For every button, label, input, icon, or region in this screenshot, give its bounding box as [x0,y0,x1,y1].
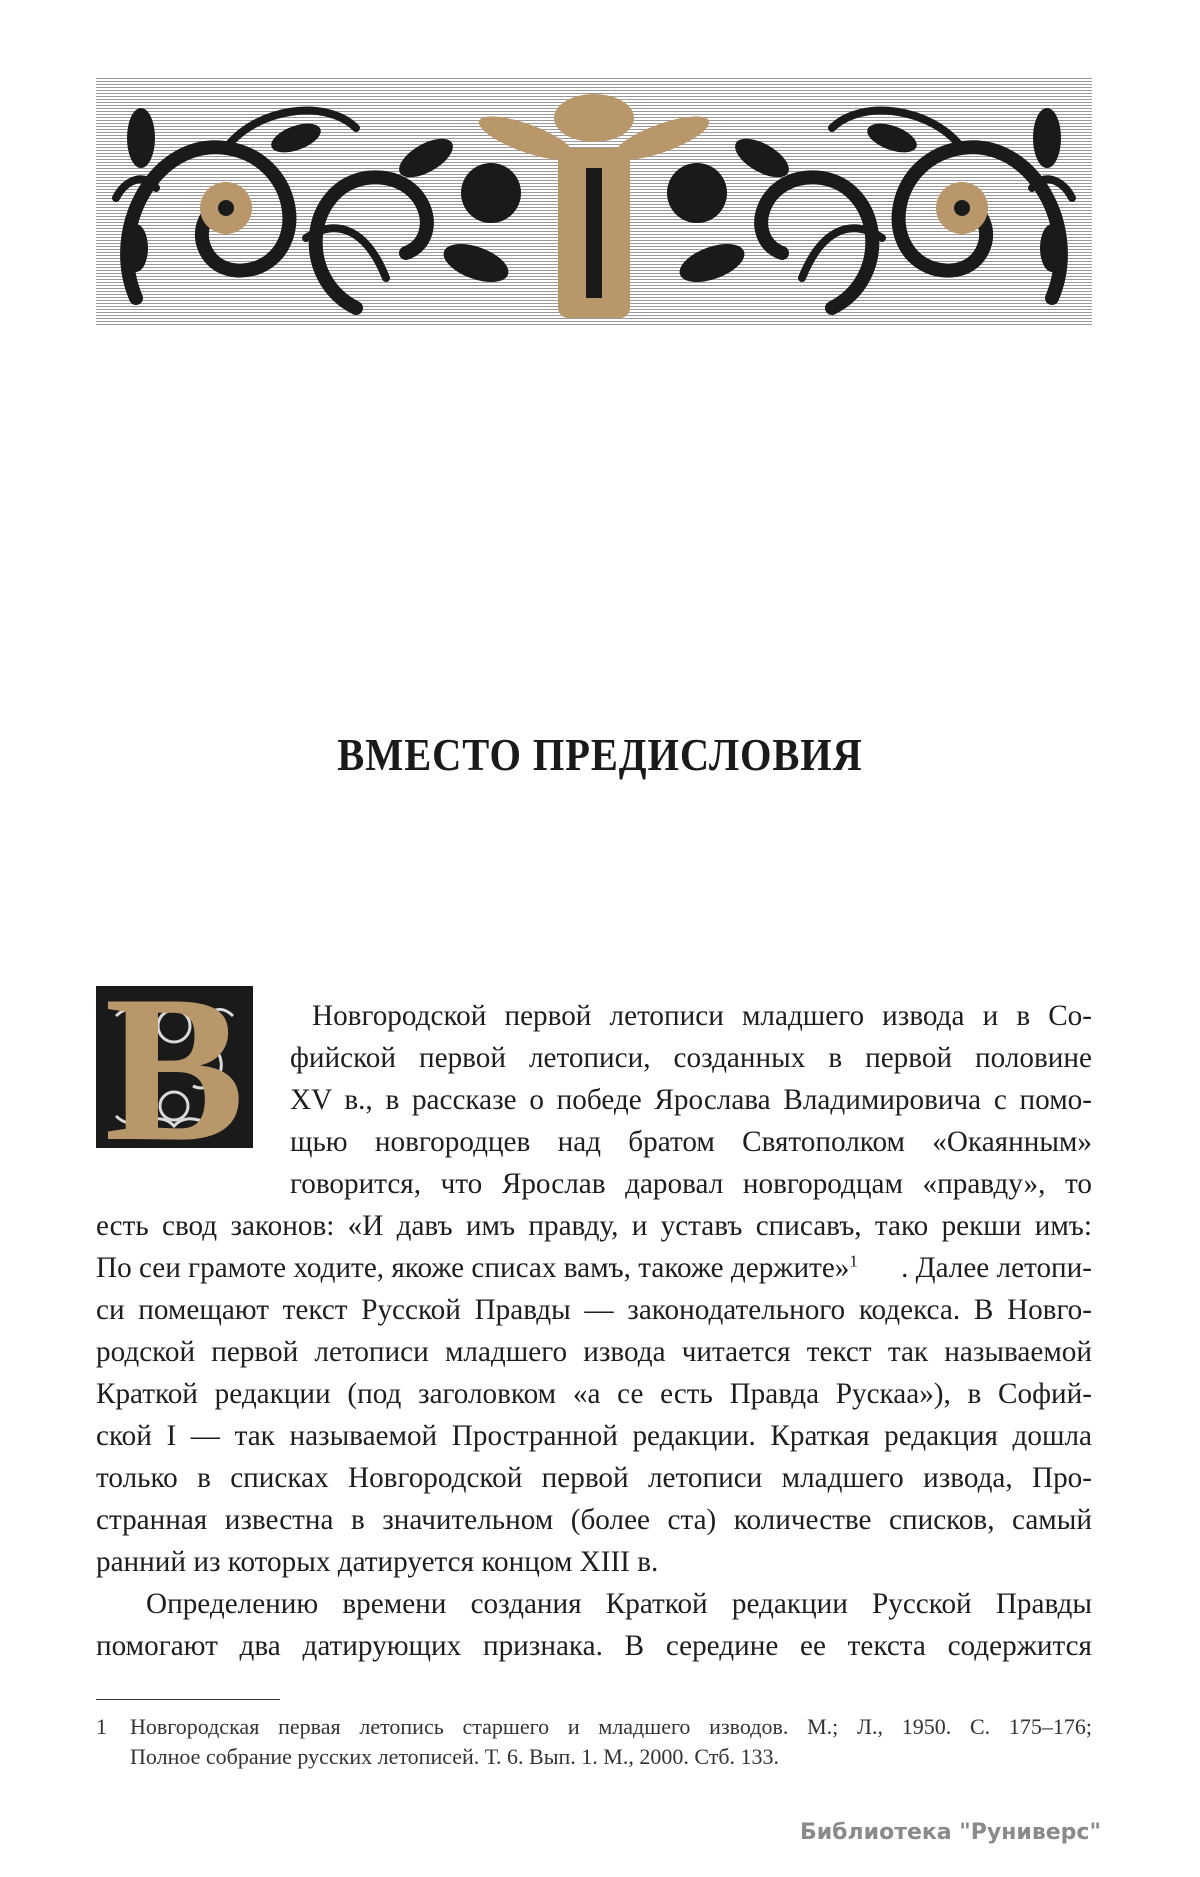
footnote-line: Новгородская первая летопись старшего и младшего изводов. М.; Л., 1950. С. 175–176; [130,1714,1092,1739]
text-line: XV в., в рассказе о победе Ярослава Владимировича с помо- [290,1084,1092,1116]
text-line: Новгородской первой летописи младшего извода и в Со- [312,1000,1092,1032]
text-line: странная известна в значительном (более ста) количестве списков, самый [96,1504,1092,1536]
text-line: есть свод законов: «И давъ имъ правду, и уставъ списавъ, тако рекши имъ: [96,1210,1092,1242]
text-line: си помещают текст Русской Правды — законодательного кодекса. В Новго- [96,1294,1092,1326]
text-line: родской первой летописи младшего извода читается текст так называемой [96,1336,1092,1368]
dropcap-letter: В [104,953,245,1185]
text-line: Определению времени создания Краткой редакции Русской Правды [146,1588,1092,1620]
library-watermark: Библиотека "Руниверс" [800,1820,1101,1845]
chapter-title: ВМЕСТО ПРЕДИСЛОВИЯ [337,729,863,780]
text-line: помогают два датирующих признака. В середине ее текста содержится [96,1630,1092,1662]
footnote-reference[interactable]: 1 [849,1251,858,1271]
text-line: ранний из которых датируется концом XIII в. [96,1546,659,1578]
text-line: ской I — так называемой Пространной редакции. Краткая редакция дошла [96,1420,1092,1452]
text-line: Краткой редакции (под заголовком «а се есть Правда Рускаа»), в Софий- [96,1378,1092,1410]
footnote-number: 1 [96,1714,107,1739]
text-line-segment: . Далее летопи- [901,1252,1092,1284]
ornamental-header-banner [96,78,1092,326]
text-line: щью новгородцев над братом Святополком «Окаянным» [290,1126,1092,1158]
text-line: фийской первой летописи, созданных в первой половине [290,1042,1092,1074]
text-line: говорится, что Ярослав даровал новгородцам «правду», то [290,1168,1092,1200]
ornament-scrollwork-icon [96,78,1092,326]
footnote-divider [96,1699,280,1700]
decorative-dropcap [96,953,253,1185]
footnote-line: Полное собрание русских летописей. Т. 6. Вып. 1. М., 2000. Стб. 133. [130,1744,780,1769]
text-line-segment: По сеи грамоте ходите, якоже списах вамъ, такоже держите» [96,1252,850,1284]
text-line-with-footnote-ref [96,1248,1092,1290]
text-line: только в списках Новгородской первой летописи младшего извода, Про- [96,1462,1092,1494]
